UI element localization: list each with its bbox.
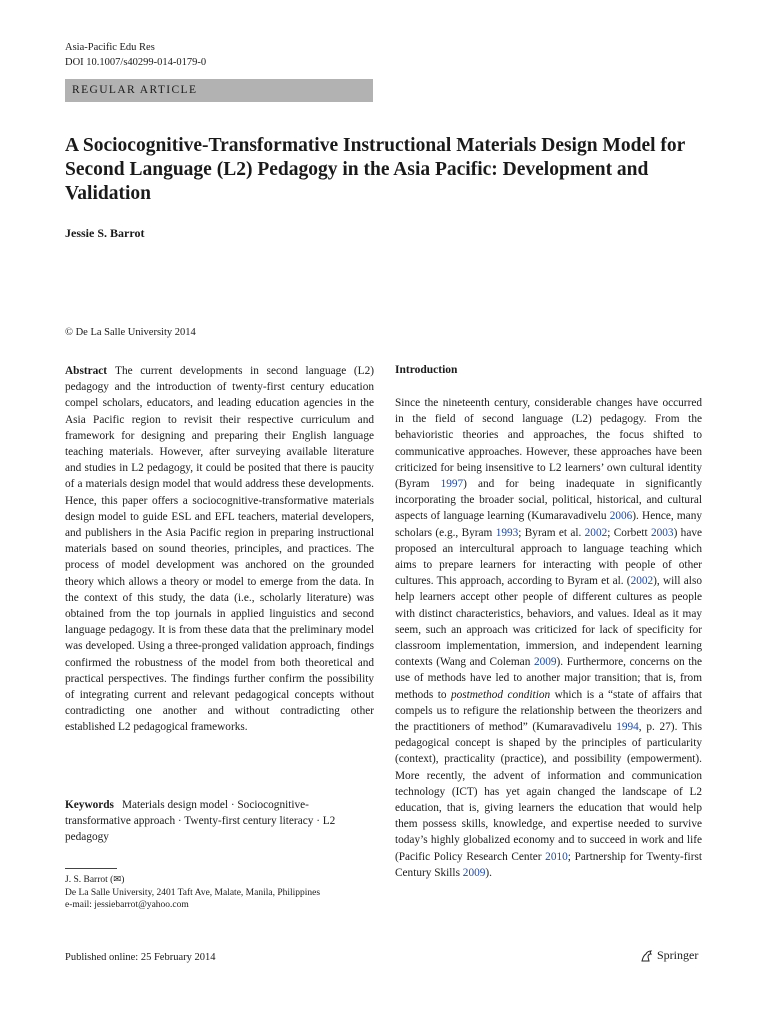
intro-text: ). Furthermore, concerns on the use of methods have led to another major transition; that is, from methods to xyxy=(395,656,703,701)
journal-name: Asia-Pacific Edu Res xyxy=(65,42,155,53)
affiliation-email[interactable]: e-mail: jessiebarrot@yahoo.com xyxy=(65,900,189,910)
citation-link[interactable]: 2006 xyxy=(609,510,633,523)
springer-horse-icon xyxy=(640,949,654,963)
copyright: © De La Salle University 2014 xyxy=(65,327,196,338)
intro-text: , p. 27). This pedagogical concept is shaped by the principles of particularity (context), practicality (practice), and possibility (empowerment). More recently, the advent of information and communication technology (ICT) has yet again changed the landscape of L2 education, that is, giving learners the education that would help them possess skills, knowledge, and expertise needed to survive today’s highly globalized economy and to succeed in work and life (Pacific Policy Research Center xyxy=(395,721,702,863)
intro-text: which is a “state of affairs that compels us to refigure the relationship between the theorizers and the practitioners of method” (Kumaravadivelu xyxy=(395,688,703,734)
intro-text: ; Corbett xyxy=(607,526,651,539)
keywords xyxy=(65,797,374,846)
affiliation-address: De La Salle University, 2401 Taft Ave, Malate, Manila, Philippines xyxy=(65,887,321,898)
citation-link[interactable]: 2010 xyxy=(545,850,568,863)
intro-text: Since the nineteenth century, considerable changes have occurred in the field of second language (L2) pedagogy. From the behavioristic theories and approaches, the focus shifted to communicative approaches. However, these approaches have been criticized for being insensitive to L2 learners’ own cultural identity (Byram xyxy=(395,397,702,491)
intro-text: ) and for being inadequate in significantly incorporating the broader social, political, historical, and cultural aspects of language learning (Kumaravadivelu xyxy=(395,478,702,523)
intro-text: ), will also help learners accept other people of different cultures as people with distinct characteristics, behaviors, and values. Ideal as it may seem, such an approach was criticized for lack of specificity for classroom implementation, immersion, and independent learning contexts (Wang and Coleman xyxy=(395,575,702,669)
intro-text: ) have proposed an intercultural approach to language teaching which aims to prepare learners for interacting with people of other cultures. This approach, according to Byram et al. ( xyxy=(395,526,702,588)
publisher-name: Springer xyxy=(657,948,699,962)
intro-emphasis: postmethod condition xyxy=(450,688,551,701)
abstract-label: Abstract xyxy=(65,365,108,377)
author-name: Jessie S. Barrot xyxy=(65,226,145,240)
article-type-banner: REGULAR ARTICLE xyxy=(65,79,373,102)
abstract xyxy=(65,363,374,736)
abstract-text: The current developments in second language (L2) pedagogy and the introduction of twenty-first century education compel scholars, educators, and leading education agencies in the Asia Pacific region to revisit their respective curriculum and framework for designing and preparing their English language teaching materials. However, after surveying available literature and studies in L2 pedagogy, it could be posited that there is paucity of a materials design model that would address these developments. Hence, this paper offers a sociocognitive-transformative materials design model to guide ESL and EFL teachers, material developers, and publishers in the Asia Pacific region in preparing instructional materials based on sound theories, principles, and practices. The process of model development was anchored on the grounded theory which allows a theory or model to emerge from the data. In the context of this study, the data (i.e., scholarly literature) was obtained from the top journals in applied linguistics and second language pedagogy. It is from these data that the preliminary model was developed. Using a three-pronged validation approach, findings confirmed the robustness of the model from both theoretical and practical perspectives. The findings further confirm the possibility of integrating current and relevant pedagogical concepts without contradicting one another and without contradicting other established L2 pedagogical frameworks. xyxy=(65,365,374,734)
citation-link[interactable]: 1993 xyxy=(495,526,519,539)
author-affiliation xyxy=(65,874,374,912)
introduction-heading: Introduction xyxy=(395,364,458,376)
affiliation-name: J. S. Barrot (✉) xyxy=(65,875,125,885)
citation-link[interactable]: 2002 xyxy=(584,526,608,539)
citation-link[interactable]: 1994 xyxy=(616,721,639,734)
citation-link[interactable]: 2009 xyxy=(533,656,557,669)
keywords-text: Materials design model · Sociocognitive-transformative approach · Twenty-first century literacy · L2 pedagogy xyxy=(65,799,336,844)
footnote-divider xyxy=(65,868,117,869)
intro-text: ; Partnership for Twenty-first Century Skills xyxy=(395,850,702,879)
keywords-label: Keywords xyxy=(65,799,114,811)
intro-text: ; Byram et al. xyxy=(518,526,585,539)
citation-link[interactable]: 1997 xyxy=(440,478,464,491)
intro-text: ). xyxy=(485,866,492,879)
citation-link[interactable]: 2003 xyxy=(650,526,674,539)
introduction-body xyxy=(395,395,702,881)
citation-link[interactable]: 2002 xyxy=(630,575,654,588)
publisher-logo xyxy=(640,948,698,963)
citation-link[interactable]: 2009 xyxy=(462,866,486,879)
published-date: Published online: 25 February 2014 xyxy=(65,952,216,963)
article-title: A Sociocognitive-Transformative Instructional Materials Design Model for Second Language (L2) Pedagogy in the Asia Pacific: Development and Validation xyxy=(65,135,685,204)
intro-text: ). Hence, many scholars (e.g., Byram xyxy=(395,510,702,539)
doi[interactable]: DOI 10.1007/s40299-014-0179-0 xyxy=(65,57,207,68)
